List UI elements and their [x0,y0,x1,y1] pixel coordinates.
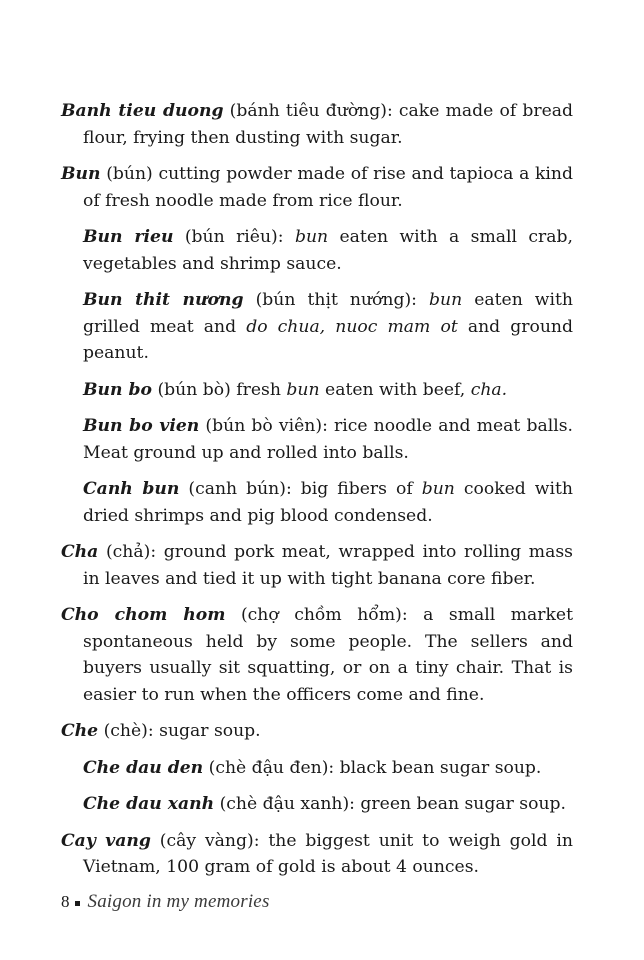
glossary-subentry [83,755,573,782]
entry-term: Canh bun [83,479,180,499]
glossary-subentry [83,377,573,404]
entry-text: (chè): sugar soup. [98,721,261,741]
entry-text: (bún thịt nướng): [243,290,429,310]
entry-italic-text: bun [429,290,463,310]
entry-text: eaten with grilled meat and [83,290,573,337]
page-footer [61,887,270,917]
entry-italic-text: bun [286,379,320,400]
glossary-entry [61,98,573,151]
entry-text: eaten with beef, [319,379,471,400]
entry-term: Che dau den [83,757,204,778]
glossary-entry [61,718,573,745]
entry-text: (bún bò viên): rice noodle and meat balls. Meat ground up and rolled into balls. [83,416,573,463]
entry-text: (cây vàng): the biggest unit to weigh gold in Vietnam, 100 gram of gold is about 4 ounces. [83,830,573,877]
entry-term: Cho chom hom [61,605,226,625]
glossary-entry [61,828,573,881]
entry-term: Bun bo [83,379,152,400]
entry-term: Cha [61,542,99,562]
entry-italic-text: do chua, nuoc mam ot [246,316,458,337]
bullet-separator-icon [75,901,80,906]
entry-term: Banh tieu duong [61,101,224,121]
entry-term: Che dau xanh [83,794,215,814]
page-number: 8 [61,892,70,911]
glossary-subentry [83,287,573,367]
glossary-subentry [83,224,573,277]
entry-text: (bún) cutting powder made of rise and tapioca a kind of fresh noodle made from rice flour. [83,164,573,211]
entry-term: Cay vang [61,830,151,851]
entry-term: Bun bo vien [83,416,200,436]
entry-text: eaten with a small crab, vegetables and shrimp sauce. [83,227,573,274]
entry-text: (canh bún): big fibers of [179,479,422,499]
glossary-entry [61,602,573,708]
entry-term: Bun [61,164,101,184]
glossary-entry [61,161,573,214]
entry-text: (bún riêu): [173,227,295,247]
entry-text: (bánh tiêu đường): cake made of bread flour, frying then dusting with sugar. [83,101,574,148]
entry-text: (bún bò) fresh [152,379,287,400]
entry-term: Bun thit nương [83,290,244,310]
glossary-subentry [83,476,573,529]
entry-text: and ground peanut. [83,316,574,363]
entry-text: (chợ chồm hổm): a small market spontaneous held by some people. The sellers and buyers usually sit squatting, or on a tiny chair. That is easier to run when the officers come and fine. [83,605,573,705]
glossary-subentry [83,791,573,818]
entry-italic-text: bun [294,227,329,247]
entry-text: cooked with dried shrimps and pig blood condensed. [83,479,573,526]
entry-text: (chả): ground pork meat, wrapped into rolling mass in leaves and tied it up with tight banana core fiber. [83,542,573,589]
glossary-entry [61,539,573,592]
entry-text: (chè đậu đen): black bean sugar soup. [203,757,542,778]
glossary-content [61,98,573,891]
entry-italic-text: cha. [470,379,508,400]
entry-term: Che [61,721,99,741]
entry-text: (chè đậu xanh): green bean sugar soup. [214,794,566,814]
entry-italic-text: bun [421,479,455,499]
glossary-subentry [83,413,573,466]
entry-term: Bun rieu [83,227,174,247]
book-title: Saigon in my memories [87,891,270,912]
